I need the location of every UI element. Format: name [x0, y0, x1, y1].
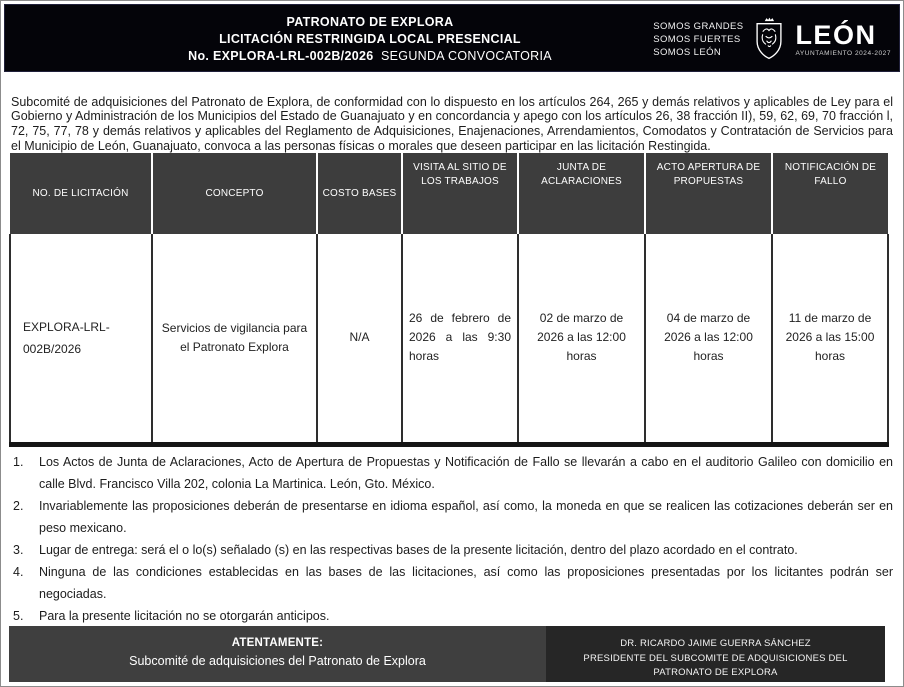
cell-notificacion-fallo: 11 de marzo de 2026 a las 15:00 horas	[772, 234, 888, 444]
document-header-banner	[4, 4, 900, 72]
column-header-costo-bases: COSTO BASES	[317, 153, 402, 234]
subcommittee-label: Subcomité de adquisiciones del Patronato de Explora	[129, 654, 426, 668]
table-header-row	[10, 153, 888, 234]
column-header-acto-apertura: ACTO APERTURA DE PROPUESTAS	[645, 153, 772, 234]
slogan-line: SOMOS GRANDES	[653, 20, 744, 32]
org-title: PATRONATO DE EXPLORA	[286, 15, 454, 29]
tender-type-title: LICITACIÓN RESTRINGIDA LOCAL PRESENCIAL	[219, 32, 521, 46]
tender-schedule-table	[9, 153, 889, 447]
list-item-number: 5.	[13, 609, 24, 623]
intro-paragraph: Subcomité de adquisiciones del Patronato de Explora, de conformidad con lo dispuesto en los artículos 264, 265 y demás relativos y aplicables de Ley para el Gobierno y Administración de los Municipios del Estado de Guanajuato y en concordancia y apego con los artículos 26, 38 fracción II), 59, 62, 69, 70 fracción l, 72, 75, 77, 78 y demás relativos y aplicables del Reglamento de Adquisiciones, Enajenaciones, Arrendamientos, Comodatos y Contratación de Servicios para el Municipio de León, Guanajuato, convoca a las personas físicas o morales que deseen participar en las licitación Restingida.	[11, 94, 893, 153]
list-item-number: 2.	[13, 499, 24, 513]
conditions-list	[13, 451, 893, 627]
list-item-number: 1.	[13, 455, 24, 469]
list-item	[13, 561, 893, 605]
column-header-concepto: CONCEPTO	[152, 153, 317, 234]
tender-number: No. EXPLORA-LRL-002B/2026	[188, 49, 374, 63]
column-header-junta-aclaraciones: JUNTA DE ACLARACIONES	[518, 153, 645, 234]
list-item-number: 4.	[13, 565, 24, 579]
slogan-line: SOMOS LEÓN	[653, 46, 722, 58]
list-item-text: Para la presente licitación no se otorgarán anticipos.	[39, 609, 330, 623]
list-item	[13, 605, 893, 627]
slogan-line: SOMOS FUERTES	[653, 33, 741, 45]
list-item-text: Ninguna de las condiciones establecidas en las bases de las licitaciones, así como las proposiciones presentadas por los licitantes podrán ser negociadas.	[39, 565, 893, 601]
signature-footer	[9, 626, 885, 682]
column-header-visita-sitio: VISITA AL SITIO DE LOS TRABAJOS	[402, 153, 518, 234]
signatory-name: DR. RICARDO JAIME GUERRA SÁNCHEZ	[620, 638, 811, 649]
leon-logo-text: LEÓN	[795, 20, 877, 50]
cell-visita-sitio: 26 de febrero de 2026 a las 9:30 horas	[402, 234, 518, 444]
banner-titles	[85, 14, 655, 65]
table-row	[10, 234, 888, 444]
cell-licitacion: EXPLORA-LRL-002B/2026	[10, 234, 152, 444]
footer-attentively-block	[9, 626, 546, 682]
ayuntamiento-label: AYUNTAMIENTO 2024-2027	[795, 50, 891, 57]
cell-junta-aclaraciones: 02 de marzo de 2026 a las 12:00 horas	[518, 234, 645, 444]
leon-wordmark	[795, 21, 891, 57]
column-header-notificacion-fallo: NOTIFICACIÓN DE FALLO	[772, 153, 888, 234]
cell-concepto: Servicios de vigilancia para el Patronato Explora	[152, 234, 317, 444]
attentively-label: ATENTAMENTE:	[231, 637, 324, 649]
list-item-text: Los Actos de Junta de Aclaraciones, Acto de Apertura de Propuestas y Notificación de Fallo se llevarán a cabo en el auditorio Galileo con domicilio en calle Blvd. Francisco Villa 202, colonia La Martinica. León, Gto. México.	[39, 455, 893, 491]
cell-acto-apertura: 04 de marzo de 2026 a las 12:00 horas	[645, 234, 772, 444]
list-item-text: Invariablemente las proposiciones deberán de presentarse en idioma español, así como, la moneda en que se realicen las cotizaciones deberán ser en peso mexicano.	[39, 499, 893, 535]
list-item-number: 3.	[13, 543, 24, 557]
city-branding	[653, 16, 891, 62]
footer-signatory-block	[546, 626, 885, 682]
list-item-text: Lugar de entrega: será el o lo(s) señalado (s) en las respectivas bases de la presente licitación, dentro del plazo acordado en el contrato.	[39, 543, 798, 557]
list-item	[13, 495, 893, 539]
tender-number-line	[85, 48, 655, 65]
tender-round: SEGUNDA CONVOCATORIA	[381, 49, 552, 63]
cell-costo-bases: N/A	[317, 234, 402, 444]
list-item	[13, 451, 893, 495]
city-slogans	[653, 20, 743, 59]
leon-shield-icon	[752, 16, 786, 62]
list-item	[13, 539, 893, 561]
signatory-title: PRESIDENTE DEL SUBCOMITE DE ADQUISICIONES DEL PATRONATO DE EXPLORA	[583, 652, 848, 678]
column-header-licitacion: NO. DE LICITACIÓN	[10, 153, 152, 234]
